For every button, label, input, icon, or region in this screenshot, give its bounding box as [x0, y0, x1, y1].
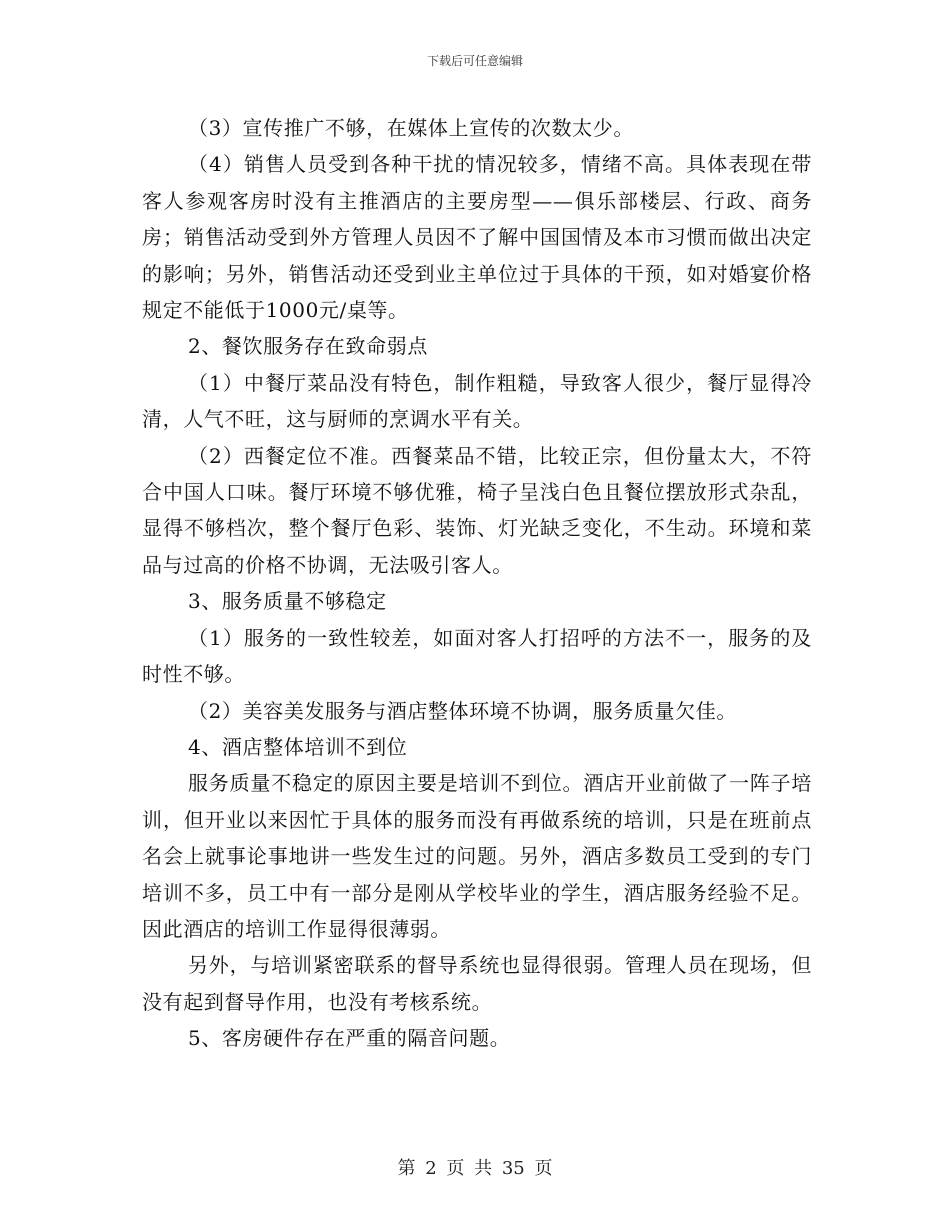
page-header: 下载后可任意编辑: [426, 54, 523, 68]
section-heading: 5、客房硬件存在严重的隔音问题。: [188, 1026, 511, 1051]
section-heading: 4、酒店整体培训不到位: [188, 734, 408, 759]
paragraph: （2）西餐定位不准。西餐菜品不错，比较正宗，但份量太大，不符合中国人口味。餐厅环境不够优雅，椅子呈浅白色且餐位摆放形式杂乱，显得不够档次，整个餐厅色彩、装饰、灯光缺乏变化，不生动。环境和菜品与过高的价格不协调，无法吸引客人。: [142, 443, 812, 577]
section-heading: 2、餐饮服务存在致命弱点: [188, 334, 428, 359]
paragraph: （1）服务的一致性较差，如面对客人打招呼的方法不一，服务的及时性不够。: [142, 625, 812, 687]
paragraph: （4）销售人员受到各种干扰的情况较多，情绪不高。具体表现在带客人参观客房时没有主推酒店的主要房型——俱乐部楼层、行政、商务房；销售活动受到外方管理人员因不了解中国国情及本市习惯而做出决定的影响；另外，销售活动还受到业主单位过于具体的干预，如对婚宴价格规定不能低于1000元/桌等。: [142, 152, 812, 323]
paragraph: （3）宣传推广不够，在媒体上宣传的次数太少。: [188, 116, 634, 140]
paragraph: （1）中餐厅菜品没有特色，制作粗糙，导致客人很少，餐厅显得冷清，人气不旺，这与厨师的烹调水平有关。: [142, 370, 812, 432]
paragraph: 另外，与培训紧密联系的督导系统也显得很弱。管理人员在现场，但没有起到督导作用，也没有考核系统。: [142, 953, 812, 1014]
section-heading: 3、服务质量不够稳定: [188, 589, 387, 614]
document-body: [142, 110, 812, 1057]
paragraph: 服务质量不稳定的原因主要是培训不到位。酒店开业前做了一阵子培训，但开业以来因忙于具体的服务而没有再做系统的培训，只是在班前点名会上就事论事地讲一些发生过的问题。另外，酒店多数员工受到的专门培训不多，员工中有一部分是刚从学校毕业的学生，酒店服务经验不足。因此酒店的培训工作显得很薄弱。: [142, 771, 812, 941]
paragraph: （2）美容美发服务与酒店整体环境不协调，服务质量欠佳。: [188, 698, 737, 723]
page-number: 第 2 页 共 35 页: [397, 1158, 553, 1179]
